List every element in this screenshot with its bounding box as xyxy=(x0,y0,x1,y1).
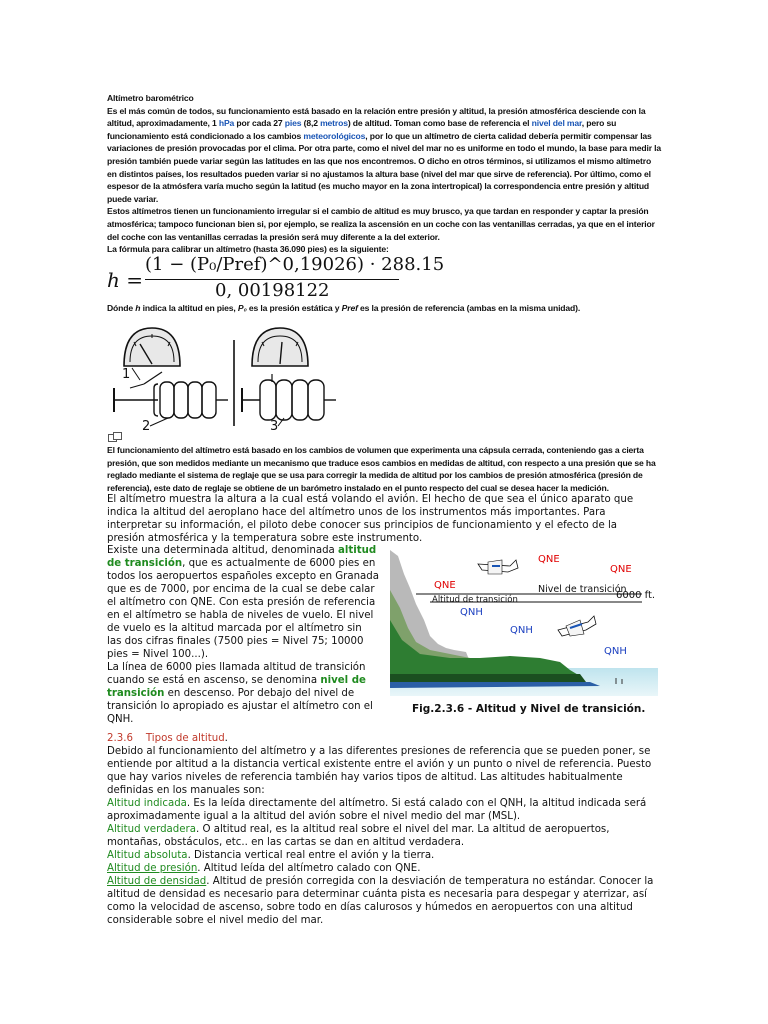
term-altitud-verdadera: Altitud verdadera xyxy=(107,824,196,835)
list-item: Altitud de presión. Altitud leída del altímetro calado con QNE. xyxy=(107,863,421,874)
paragraph-transition-altitude: Existe una determinada altitud, denominada altitud de transición, que es actualmente de 6000 pies en todos los aeropuertos españoles excepto en Granada que es de 7000, por encima de la cual se debe calar el altímetro con QNE. Con esta presión de referencia en el altímetro se habla de niveles de vuelo. El nivel de vuelo es la altitud marcada por el altímetro sin las dos cifras finales (7500 pies = Nivel 75; 10000 pies = Nivel 100...). xyxy=(107,545,379,660)
link-pies[interactable]: pies xyxy=(284,118,302,129)
diagram-label-2: 2 xyxy=(142,419,151,432)
section-altitude-types xyxy=(107,732,655,927)
list-item: Altitud indicada. Es la leída directamente del altímetro. Si está calado con el QNH, la altitud indicada será aproximadamente igual a la altitud del avión sobre el nivel medio del mar (MSL). xyxy=(107,798,647,822)
label-qne-top: QNE xyxy=(538,554,560,565)
altimeter-capsule-diagram xyxy=(110,322,342,432)
term-altitud-transicion: altitud de transición xyxy=(107,545,377,569)
capsule-right xyxy=(242,374,336,420)
label-6000ft: 6000 ft. xyxy=(616,590,656,601)
airplane-top xyxy=(478,560,518,574)
list-item: Altitud verdadera. O altitud real, es la altitud real sobre el nivel del mar. La altitud de aeropuertos, montañas, obstáculos, etc.. en las cartas se dan en altitud verdadera. xyxy=(107,824,610,848)
link-hpa[interactable]: hPa xyxy=(218,118,235,129)
paragraph-transition-level: La línea de 6000 pies llamada altitud de transición cuando se está en ascenso, se denomina nivel de transición en descenso. Por debajo del nivel de transición lo apropiado es ajustar el altímetro con el QNH. xyxy=(107,662,373,725)
link-metros[interactable]: metros xyxy=(320,118,348,129)
term-altitud-absoluta: Altitud absoluta xyxy=(107,850,188,861)
diagram-label-1: 1 xyxy=(122,367,131,382)
label-qnh-2: QNH xyxy=(510,625,533,636)
label-qnh-3: QNH xyxy=(604,646,627,657)
formula-numerator: (1 − (P₀/Pref)^0,19026) · 288.15 xyxy=(145,254,445,275)
section-number: 2.3.6 xyxy=(107,733,133,744)
diagram-label-3: 3 xyxy=(270,419,279,432)
list-item: Altitud de densidad. Altitud de presión corregida con la desviación de temperatura no estándar. Conocer la altitud de densidad es necesario para determinar cuánta pista es necesaria para despegar y aterrizar, así como la velocidad de ascenso, sobre todo en días calurosos y húmedos en aeropuertos con una altitud considerable sobre el nivel medio del mar. xyxy=(107,876,654,926)
link-meteorologicos[interactable]: meteorológicos xyxy=(303,130,366,141)
figure-caption: Fig.2.3.6 - Altitud y Nivel de transición. xyxy=(412,703,646,715)
label-altitud-transicion: Altitud de transición xyxy=(432,595,518,605)
term-nivel-transicion: nivel de transición xyxy=(107,675,366,699)
term-altitud-densidad: Altitud de densidad xyxy=(107,876,207,887)
transition-text-column xyxy=(107,544,379,726)
label-qne-right: QNE xyxy=(610,564,632,575)
link-nivel-del-mar[interactable]: nivel del mar xyxy=(531,118,582,129)
paragraph-formula-intro: La fórmula para calibrar un altímetro (hasta 36.090 pies) es la siguiente: xyxy=(107,244,389,255)
section-title: Altímetro barométrico xyxy=(107,93,194,103)
term-altitud-presion: Altitud de presión xyxy=(107,863,198,874)
capsule-left xyxy=(114,368,228,418)
transition-figure xyxy=(390,550,658,696)
section-heading: 2.3.6 Tipos de altitud. xyxy=(107,733,228,744)
label-qnh-1: QNH xyxy=(460,607,483,618)
paragraph-capsule: El funcionamiento del altímetro está basado en los cambios de volumen que experimenta una cápsula cerrada, conteniendo gas a cierta presión, que son medidos mediante un mecanismo que traduce esos cambios en medidas de altitud, con respecto a una presión que se ha reglado mediante el sistema de reglaje que se usa para corregir la medida de altitud por los cambios de presión atmosférica (presión de referencia), este dato de reglaje se obtiene de un barómetro instalado en el punto respecto del cual se desea hacer la medición. xyxy=(107,445,656,493)
section-heading-text: Tipos de altitud xyxy=(145,733,225,744)
gauge-left xyxy=(124,328,180,366)
formula-denominator: 0, 00198122 xyxy=(215,280,330,301)
gauge-right xyxy=(252,328,308,366)
paragraph-irregular: Estos altímetros tienen un funcionamiento irregular si el cambio de altitud es muy brusco, ya que tardan en responder y captar la presión atmosférica; tampoco funcionan bien si, por ejemplo, se realiza la ascensión en un coche con las ventanillas cerradas, ya que en el interior del coche con las ventanillas cerradas la presión será muy diferente a la del exterior. xyxy=(107,206,655,242)
airplane-right xyxy=(558,616,596,636)
formula-note: Dónde h indica la altitud en pies, P₀ es la presión estática y Pref es la presión de referencia (ambas en la misma unidad). xyxy=(107,303,581,313)
list-item: Altitud absoluta. Distancia vertical real entre el avión y la tierra. xyxy=(107,850,435,861)
paragraph-intro: Es el más común de todos, su funcionamiento está basado en la relación entre presión y altitud, la presión atmosférica desciende con la altitud, aproximadamente, 1 hPa por cada 27 pies (8,2 metros) de altitud. Toman como base de referencia el nivel del mar, pero su funcionamiento está condicionado a los cambios meteorológicos, por lo que un altímetro de cierta calidad debería permitir compensar las variaciones de presión provocadas por el clima. Por otra parte, como el nivel del mar no es uniforme en todo el mundo, la base para medir la presión también puede variar según las latitudes en las que nos encontremos. O dicho en otros términos, si utilizamos el mismo altímetro en distintos países, los resultados pueden variar si no ajustamos la altura base (nivel del mar que sirve de referencia). Por último, como el espesor de la atmósfera varía mucho según la latitud (es mucho mayor en la zona intertropical) la correspondencia entre presión y altitud puede variar. xyxy=(107,105,661,204)
label-nivel-transicion: Nivel de transición xyxy=(538,584,627,595)
altimeter-formula xyxy=(107,254,445,302)
label-qne-left: QNE xyxy=(434,580,456,591)
expand-image-icon[interactable] xyxy=(108,432,122,442)
paragraph-altitude-intro: Debido al funcionamiento del altímetro y a las diferentes presiones de referencia que se pueden poner, se entiende por altitud a la distancia vertical existente entre el avión y un punto o nivel de referencia. Puesto que hay varios niveles de referencia también hay varios tipos de altitud. Las altitudes habitualmente definidas en los manuales son: xyxy=(107,746,652,796)
term-altitud-indicada: Altitud indicada xyxy=(107,798,187,809)
formula-lhs: h = xyxy=(107,268,143,292)
section-barometric xyxy=(107,92,662,256)
paragraph-altimeter-importance: El altímetro muestra la altura a la cual está volando el avión. El hecho de que sea el único aparato que indica la altitud del aeroplano hace del altímetro unos de los instrumentos más importantes. Para interpretar su información, el piloto debe conocer sus principios de funcionamiento y el efecto de la presión atmosférica y la temperatura sobre este instrumento. xyxy=(107,494,634,544)
